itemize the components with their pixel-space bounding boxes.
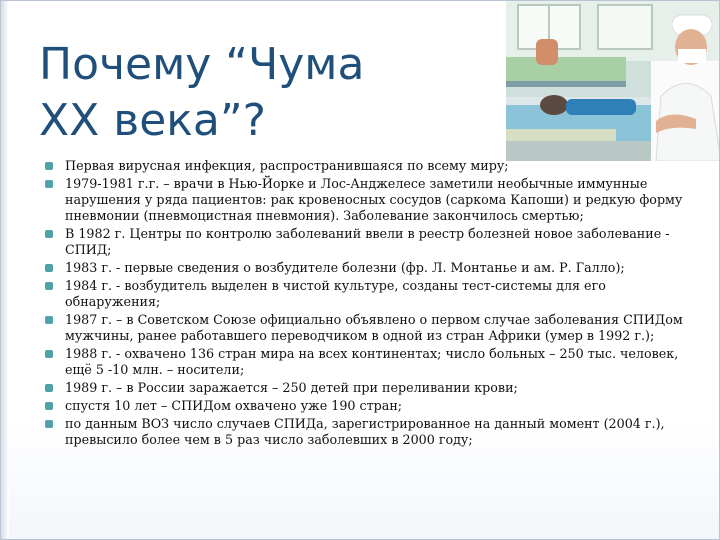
title-line-2: XX века”? (39, 95, 266, 146)
list-item-text: 1988 г. - охвачено 136 стран мира на всех континентах; число больных – 250 тыс. человек, ещё 5 -10 млн. – носители; (65, 346, 679, 377)
square-bullet-icon (45, 350, 53, 358)
square-bullet-icon (45, 162, 53, 170)
list-item-text: спустя 10 лет – СПИДом охвачено уже 190 стран; (65, 398, 403, 413)
list-item-text: 1987 г. – в Советском Союзе официально объявлено о первом случае заболевания СПИДом мужчины, ранее работавшего переводчиком в одной из стран Африки (умер в 1992 г.); (65, 312, 683, 343)
title-line-1: Почему “Чума (39, 39, 365, 90)
square-bullet-icon (45, 282, 53, 290)
list-item-text: Первая вирусная инфекция, распространившаяся по всему миру; (65, 158, 509, 173)
square-bullet-icon (45, 230, 53, 238)
list-item-text: по данным ВОЗ число случаев СПИДа, зарегистрированное на данный момент (2004 г.), превысило более чем в 5 раз число заболевших в 2000 году; (65, 416, 665, 447)
list-item (45, 176, 685, 224)
slide-title (39, 37, 499, 149)
hospital-ward-photo (506, 1, 720, 161)
list-item (45, 398, 685, 414)
list-item (45, 226, 685, 258)
fact-list (45, 158, 685, 450)
list-item (45, 158, 685, 174)
square-bullet-icon (45, 316, 53, 324)
list-item-text: 1984 г. - возбудитель выделен в чистой культуре, созданы тест-системы для его обнаружения; (65, 278, 606, 309)
square-bullet-icon (45, 420, 53, 428)
square-bullet-icon (45, 384, 53, 392)
list-item (45, 380, 685, 396)
list-item (45, 260, 685, 276)
list-item-text: 1983 г. - первые сведения о возбудителе болезни (фр. Л. Монтанье и ам. Р. Галло); (65, 260, 625, 275)
list-item-text: 1979-1981 г.г. – врачи в Нью-Йорке и Лос-Анджелесе заметили необычные иммунные нарушения у ряда пациентов: рак кровеносных сосудов (саркома Капоши) и редкую форму пневмонии (пневмоцистная пневмония). Заболевание закончилось смертью; (65, 176, 683, 223)
list-item-text: В 1982 г. Центры по контролю заболеваний ввели в реестр болезней новое заболевание - СПИД; (65, 226, 670, 257)
list-item (45, 346, 685, 378)
square-bullet-icon (45, 264, 53, 272)
list-item (45, 312, 685, 344)
square-bullet-icon (45, 180, 53, 188)
list-item (45, 416, 685, 448)
list-item-text: 1989 г. – в России заражается – 250 детей при переливании крови; (65, 380, 518, 395)
square-bullet-icon (45, 402, 53, 410)
list-item (45, 278, 685, 310)
